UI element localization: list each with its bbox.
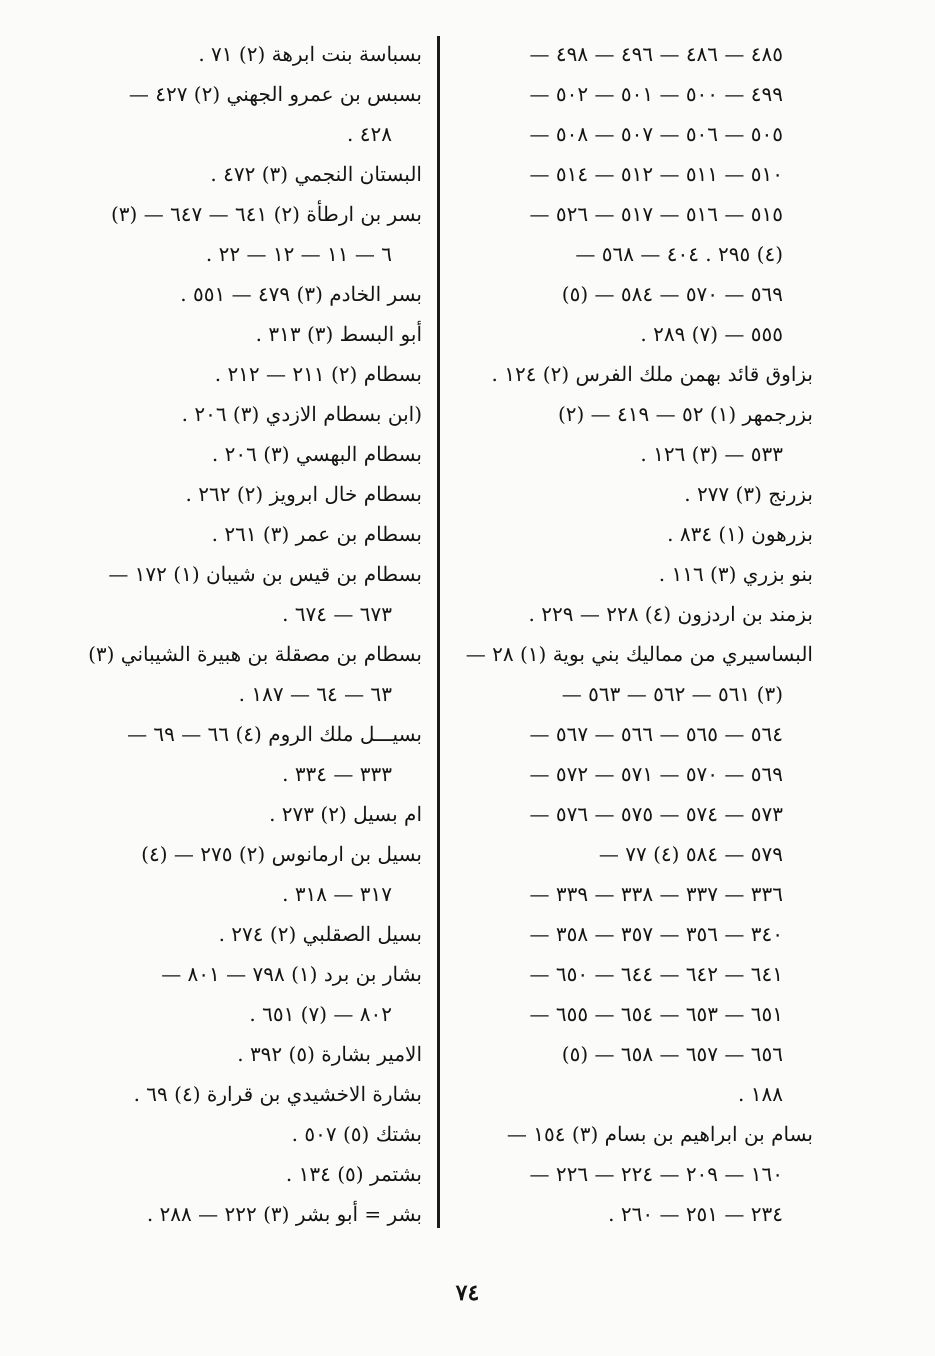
index-entry: بسيل بن ارمانوس (٢) ٢٧٥ — (٤) — [141, 842, 422, 866]
index-entry: البستان النجمي (٣) ٤٧٢ . — [210, 162, 422, 186]
index-entry: البساسيري من مماليك بني بوية (١) ٢٨ — — [465, 642, 813, 666]
index-entry-continuation: ٨٠٢ — (٧) ٦٥١ . — [249, 1002, 392, 1026]
index-entry-continuation: ٤٢٨ . — [347, 122, 392, 146]
index-column-left — [72, 34, 422, 1234]
index-entry-continuation: ٥٦٤ — ٥٦٥ — ٥٦٦ — ٥٦٧ — — [529, 722, 783, 746]
index-entry-continuation: ٥١٠ — ٥١١ — ٥١٢ — ٥١٤ — — [529, 162, 783, 186]
index-entry: بسر الخادم (٣) ٤٧٩ — ٥٥١ . — [180, 282, 422, 306]
index-entry: بزرهون (١) ٨٣٤ . — [667, 522, 813, 546]
index-entry-continuation: ٤٨٥ — ٤٨٦ — ٤٩٦ — ٤٩٨ — — [529, 42, 783, 66]
index-entry-continuation: ٦ — ١١ — ١٢ — ٢٢ . — [205, 242, 392, 266]
index-entry: بسطام (٢) ٢١١ — ٢١٢ . — [214, 362, 422, 386]
index-entry-continuation: ٣١٧ — ٣١٨ . — [282, 882, 392, 906]
index-entry: بسطام البهسي (٣) ٢٠٦ . — [211, 442, 422, 466]
index-entry: بسباسة بنت ابرهة (٢) ٧١ . — [198, 42, 422, 66]
index-entry-continuation: ٥٠٥ — ٥٠٦ — ٥٠٧ — ٥٠٨ — — [529, 122, 783, 146]
index-entry: بزاوق قائد بهمن ملك الفرس (٢) ١٢٤ . — [491, 362, 813, 386]
index-entry: بسطام بن مصقلة بن هبيرة الشيباني (٣) — [88, 642, 422, 666]
index-entry: بسيـــل ملك الروم (٤) ٦٦ — ٦٩ — — [127, 722, 422, 746]
index-entry: بسيل الصقلبي (٢) ٢٧٤ . — [218, 922, 422, 946]
index-entry-continuation: ٦٥٦ — ٦٥٧ — ٦٥٨ — (٥) — [561, 1042, 783, 1066]
index-entry-continuation: (٣) ٥٦١ — ٥٦٢ — ٥٦٣ — — [561, 682, 783, 706]
index-entry: بنو بزري (٣) ١١٦ . — [658, 562, 813, 586]
index-entry-continuation: ٥٧٩ — ٥٨٤ (٤) ٧٧ — — [598, 842, 783, 866]
index-entry: بزرنج (٣) ٢٧٧ . — [684, 482, 813, 506]
index-entry: بشتمر (٥) ١٣٤ . — [285, 1162, 422, 1186]
index-entry: أبو البسط (٣) ٣١٣ . — [255, 322, 422, 346]
index-entry: ام بسيل (٢) ٢٧٣ . — [269, 802, 422, 826]
index-entry: بسطام خال ابرويز (٢) ٢٦٢ . — [185, 482, 422, 506]
index-entry-continuation: ٥٧٣ — ٥٧٤ — ٥٧٥ — ٥٧٦ — — [529, 802, 783, 826]
index-entry-continuation: ٥٣٣ — (٣) ١٢٦ . — [640, 442, 783, 466]
index-entry-continuation: ٦٥١ — ٦٥٣ — ٦٥٤ — ٦٥٥ — — [529, 1002, 783, 1026]
index-entry-continuation: ٥٦٩ — ٥٧٠ — ٥٧١ — ٥٧٢ — — [529, 762, 783, 786]
index-entry: بشر = أبو بشر (٣) ٢٢٢ — ٢٨٨ . — [146, 1202, 422, 1226]
index-entry-continuation: ٣٣٣ — ٣٣٤ . — [282, 762, 392, 786]
index-entry-continuation: ٢٣٤ — ٢٥١ — ٢٦٠ . — [608, 1202, 783, 1226]
index-entry: بسبس بن عمرو الجهني (٢) ٤٢٧ — — [128, 82, 422, 106]
index-entry-continuation: ١٦٠ — ٢٠٩ — ٢٢٤ — ٢٢٦ — — [529, 1162, 783, 1186]
index-entry-continuation: ٥٦٩ — ٥٧٠ — ٥٨٤ — (٥) — [561, 282, 783, 306]
index-entry: بسام بن ابراهيم بن بسام (٣) ١٥٤ — — [506, 1122, 813, 1146]
index-entry: بشتك (٥) ٥٠٧ . — [291, 1122, 422, 1146]
index-entry-continuation: ٦٤١ — ٦٤٢ — ٦٤٤ — ٦٥٠ — — [529, 962, 783, 986]
index-entry: بزمند بن اردزون (٤) ٢٢٨ — ٢٢٩ . — [528, 602, 813, 626]
index-entry-continuation: ٤٩٩ — ٥٠٠ — ٥٠١ — ٥٠٢ — — [529, 82, 783, 106]
index-entry-continuation: ٣٣٦ — ٣٣٧ — ٣٣٨ — ٣٣٩ — — [529, 882, 783, 906]
index-entry-continuation: ٥١٥ — ٥١٦ — ٥١٧ — ٥٢٦ — — [529, 202, 783, 226]
index-entry-continuation: ٦٧٣ — ٦٧٤ . — [282, 602, 392, 626]
index-entry-continuation: ١٨٨ . — [738, 1082, 783, 1106]
page-number: ٧٤ — [455, 1280, 480, 1306]
index-entry-continuation: (٤) ٢٩٥ . ٤٠٤ — ٥٦٨ — — [575, 242, 783, 266]
index-entry: بشار بن برد (١) ٧٩٨ — ٨٠١ — — [161, 962, 422, 986]
index-entry: بسطام بن قيس بن شيبان (١) ١٧٢ — — [108, 562, 422, 586]
index-entry-continuation: ٣٤٠ — ٣٥٦ — ٣٥٧ — ٣٥٨ — — [529, 922, 783, 946]
index-entry-continuation: ٥٥٥ — (٧) ٢٨٩ . — [640, 322, 783, 346]
index-entry: الامير بشارة (٥) ٣٩٢ . — [237, 1042, 422, 1066]
index-entry-continuation: ٦٣ — ٦٤ — ١٨٧ . — [238, 682, 392, 706]
index-entry: بسر بن ارطأة (٢) ٦٤١ — ٦٤٧ — (٣) — [110, 202, 422, 226]
index-entry: بشارة الاخشيدي بن قرارة (٤) ٦٩ . — [133, 1082, 422, 1106]
index-entry: بسطام بن عمر (٣) ٢٦١ . — [211, 522, 422, 546]
column-divider — [437, 36, 440, 1228]
index-entry: بزرجمهر (١) ٥٢ — ٤١٩ — (٢) — [557, 402, 813, 426]
index-column-right — [455, 34, 813, 1234]
index-entry: (ابن بسطام الازدي (٣) ٢٠٦ . — [181, 402, 422, 426]
